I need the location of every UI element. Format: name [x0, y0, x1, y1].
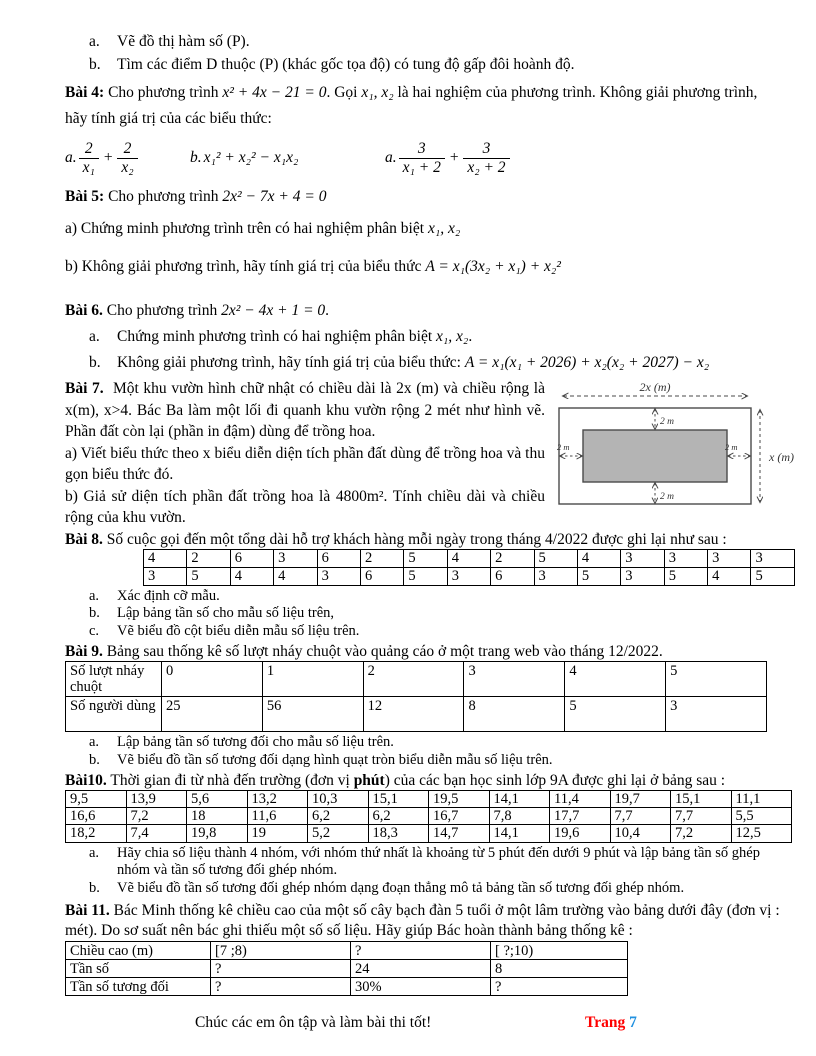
table-cell: 5: [577, 567, 620, 585]
garden-diagram: [553, 382, 795, 512]
exercise-item: [65, 588, 795, 606]
table-cell: 10,4: [610, 825, 671, 842]
item-text: Lập bảng tần số tương đối cho mẫu số liệu trên.: [117, 734, 394, 750]
exercise-10: [65, 772, 795, 897]
item-text: Chứng minh phương trình trên có hai nghiệm phân biệt: [80, 220, 425, 237]
table-row: [66, 662, 767, 697]
page-number-label: Trang: [585, 1014, 626, 1031]
table-cell: 6: [230, 549, 273, 567]
item-text: .: [468, 328, 473, 345]
heading-text: Cho phương trình: [108, 84, 219, 101]
expression: [385, 140, 510, 177]
exercise-heading: [65, 901, 795, 941]
exercise-heading: [65, 184, 795, 210]
item-marker: a.: [89, 33, 100, 50]
table-cell: 2: [491, 549, 534, 567]
table-cell: 3: [664, 549, 707, 567]
table-cell: 7,7: [671, 808, 732, 825]
table-cell: 18: [187, 808, 248, 825]
table-cell: 5,2: [308, 825, 369, 842]
item-text: Vẽ biểu đồ cột biểu diễn mẫu số liệu trên.: [117, 622, 360, 639]
equation: x² + 4x − 21 = 0: [222, 84, 327, 101]
table-cell: 5: [404, 567, 447, 585]
table-cell: [ ?;10): [491, 942, 628, 960]
table-cell: 6,2: [368, 808, 429, 825]
item-text: Hãy chia số liệu thành 4 nhóm, với nhóm thứ nhất là khoảng từ 5 phút đến dưới 9 phút và lập bảng tần số ghép nhóm và tần số tương đối ghép nhóm.: [117, 844, 760, 879]
item-text: Vẽ biểu đồ tần số tương đối ghép nhóm dạng đoạn thẳng mô tả bảng tần số tương đối ghép nhóm.: [117, 879, 685, 896]
item-marker: b.: [190, 149, 202, 166]
exercise-label: Bài 5:: [65, 188, 105, 205]
table-cell: Số người dùng: [66, 697, 162, 732]
heading-text: . Gọi: [326, 84, 358, 101]
length-label: 2x (m): [639, 382, 671, 394]
table-cell: 7,8: [489, 808, 550, 825]
table-cell: 19,7: [610, 791, 671, 808]
item-marker: b.: [89, 56, 101, 73]
table-cell: 8: [464, 697, 565, 732]
table-cell: 15,1: [368, 791, 429, 808]
table-cell: 3: [464, 662, 565, 697]
denominator: x₁: [82, 158, 95, 176]
tree-height-table: [65, 941, 628, 996]
item-marker: b): [65, 258, 78, 275]
table-cell: 2: [187, 549, 230, 567]
table-cell: 14,1: [489, 825, 550, 842]
fraction: [463, 140, 509, 177]
exercise-item: [65, 752, 795, 770]
table-cell: 11,6: [247, 808, 308, 825]
table-cell: 4: [144, 549, 187, 567]
table-cell: 5,6: [187, 791, 248, 808]
table-cell: 14,1: [489, 791, 550, 808]
paragraph-text: Một khu vườn hình chữ nhật có chiều dài là 2x (m) và chiều rộng là x(m), x>4. Bác Ba làm một lối đi quanh khu vườn rộng 2 mét như hình vẽ. Phần đất còn lại (phần in đậm) dùng để trồng hoa.: [65, 380, 545, 440]
fraction: [399, 140, 445, 177]
table-cell: Tần số: [66, 960, 211, 978]
table-cell: 9,5: [66, 791, 127, 808]
flower-area-rectangle: [583, 430, 727, 482]
item-marker: c.: [89, 622, 100, 639]
exercise-7: [65, 378, 795, 529]
table-cell: 10,3: [308, 791, 369, 808]
left-margin-label: 2 m: [557, 442, 570, 452]
equation: x₁, x₂: [427, 220, 461, 237]
table-cell: 14,7: [429, 825, 490, 842]
clicks-table: [65, 661, 767, 732]
table-row: [66, 942, 628, 960]
table-row: [66, 697, 767, 732]
table-cell: 11,4: [550, 791, 611, 808]
table-cell: 4: [577, 549, 620, 567]
item-text: Tìm các điểm D thuộc (P) (khác gốc tọa độ) có tung độ gấp đôi hoành độ.: [117, 56, 575, 73]
table-cell: 4: [447, 549, 490, 567]
table-cell: 4: [230, 567, 273, 585]
exercise-label: Bài10.: [65, 772, 107, 789]
table-cell: 19,6: [550, 825, 611, 842]
table-row: [144, 567, 795, 585]
item-marker: a.: [89, 587, 100, 604]
table-cell: 5: [187, 567, 230, 585]
garden-figure: [553, 382, 795, 529]
table-cell: 19,5: [429, 791, 490, 808]
table-cell: 5: [534, 549, 577, 567]
table-cell: Số lượt nháy chuột: [66, 662, 162, 697]
item-text: [117, 350, 709, 376]
exercise-heading: [65, 772, 795, 790]
denominator: x₂: [121, 158, 134, 176]
equation: x₁² + x₂² − x₁x₂: [203, 149, 299, 166]
table-cell: 13,9: [126, 791, 187, 808]
table-cell: 2: [363, 662, 464, 697]
item-text: Vẽ đồ thị hàm số (P).: [117, 33, 250, 50]
expression: [190, 149, 385, 167]
table-cell: 3: [534, 567, 577, 585]
item-text: Không giải phương trình, hãy tính giá trị của biểu thức: [81, 258, 422, 275]
table-cell: 3: [621, 567, 664, 585]
exercise-6: [65, 298, 795, 376]
heading-text: hãy tính giá trị của các biểu thức:: [65, 110, 272, 127]
heading-text: Số cuộc gọi đến một tổng dài hỗ trợ khách hàng mỗi ngày trong tháng 4/2022 được ghi lại như sau :: [106, 530, 727, 548]
item-marker: a): [65, 220, 78, 237]
exercise-label: Bài 6.: [65, 302, 103, 319]
table-cell: 6,2: [308, 808, 369, 825]
table-cell: 18,2: [66, 825, 127, 842]
exercise-heading: [65, 531, 795, 549]
numerator: 3: [463, 140, 509, 159]
exercise-item: [65, 324, 795, 350]
table-cell: 5: [404, 549, 447, 567]
exercise-item: [65, 350, 795, 376]
table-cell: 5: [666, 662, 767, 697]
item-text: Xác định cỡ mẫu.: [117, 587, 220, 604]
exercise-4: [65, 80, 795, 184]
operator: +: [448, 149, 460, 166]
right-margin-label: 2 m: [725, 442, 738, 452]
item-marker: a.: [89, 844, 100, 861]
table-cell: Tần số tương đối: [66, 978, 211, 996]
table-cell: 5: [751, 567, 795, 585]
exercise-paragraph: [65, 378, 545, 443]
table-cell: 8: [491, 960, 628, 978]
exercise-item: [65, 216, 795, 242]
item-marker: b.: [89, 354, 101, 371]
exercise-item: [65, 734, 795, 752]
table-cell: 12: [363, 697, 464, 732]
heading-text: Bảng sau thống kê số lượt nháy chuột vào quảng cáo ở một trang web vào tháng 12/2022.: [106, 643, 663, 660]
table-cell: 3: [447, 567, 490, 585]
exercise-7-text: [65, 378, 545, 529]
table-cell: 6: [317, 549, 360, 567]
table-cell: 30%: [351, 978, 491, 996]
heading-text: Cho phương trình: [106, 302, 218, 319]
exercise-5: [65, 184, 795, 280]
exercise-heading: [65, 80, 795, 106]
item-marker: b.: [89, 751, 100, 768]
heading-text: ) của các bạn học sinh lớp 9A được ghi lại ở bảng sau :: [384, 772, 726, 789]
table-row: [66, 960, 628, 978]
table-cell: 3: [274, 549, 317, 567]
table-cell: 18,3: [368, 825, 429, 842]
heading-text: Thời gian đi từ nhà đến trường (đơn vị: [110, 772, 350, 789]
numerator: 2: [117, 140, 137, 159]
item-text: [117, 324, 472, 350]
table-row: [66, 978, 628, 996]
table-cell: 6: [491, 567, 534, 585]
numerator: 2: [79, 140, 99, 159]
table-cell: 7,2: [126, 808, 187, 825]
exercise-11: [65, 901, 795, 996]
footer-message: Chúc các em ôn tập và làm bài thi tốt!: [195, 1014, 432, 1031]
exercise-item: [65, 605, 795, 623]
table-cell: 2: [360, 549, 403, 567]
item-marker: a.: [65, 149, 77, 166]
table-cell: 13,2: [247, 791, 308, 808]
exercise-item: [65, 880, 795, 898]
table-cell: 7,2: [671, 825, 732, 842]
table-cell: 16,7: [429, 808, 490, 825]
numerator: 3: [399, 140, 445, 159]
table-cell: 3: [666, 697, 767, 732]
equation: 2x² − 4x + 1 = 0: [221, 302, 326, 319]
exercise-item: [65, 254, 795, 280]
table-cell: 6: [360, 567, 403, 585]
table-cell: [7 ;8): [211, 942, 351, 960]
exercise-item: b) Giả sử diện tích phần đất trồng hoa là 4800m². Tính chiều dài và chiều rộng của khu vườn.: [65, 487, 545, 526]
table-cell: 3: [317, 567, 360, 585]
item-marker: a.: [89, 328, 100, 345]
item-text: Lập bảng tần số cho mẫu số liệu trên,: [117, 605, 335, 621]
equation: 2x² − 7x + 4 = 0: [222, 188, 327, 205]
page-number: [585, 1014, 637, 1032]
table-cell: 56: [262, 697, 363, 732]
table-row: [66, 825, 792, 842]
exercise-9: [65, 643, 795, 769]
table-cell: ?: [491, 978, 628, 996]
table-row: [66, 808, 792, 825]
table-cell: 4: [274, 567, 317, 585]
heading-text: Cho phương trình: [108, 188, 219, 205]
table-cell: 19,8: [187, 825, 248, 842]
exercise-item: a) Viết biểu thức theo x biểu diễn diện tích phần đất dùng để trồng hoa và thu gọn biểu thức đó.: [65, 444, 545, 483]
item-marker: b.: [89, 879, 100, 896]
heading-text: là hai nghiệm của phương trình. Không giải phương trình,: [397, 84, 758, 101]
top-margin-label: 2 m: [660, 417, 674, 427]
equation: A = x₁(3x₂ + x₁) + x₂²: [425, 258, 561, 275]
exercise-item: [65, 845, 795, 880]
table-cell: 4: [565, 662, 666, 697]
expression: [65, 140, 190, 177]
exercise-label: Bài 9.: [65, 643, 103, 660]
exercise-heading: [65, 643, 795, 661]
exercise-label: Bài 11.: [65, 902, 110, 920]
table-cell: Chiều cao (m): [66, 942, 211, 960]
item-marker: b.: [89, 605, 100, 621]
exercise-label: Bài 8.: [65, 530, 103, 548]
table-cell: 3: [751, 549, 795, 567]
table-cell: 4: [708, 567, 751, 585]
table-cell: 12,5: [731, 825, 792, 842]
table-cell: ?: [211, 960, 351, 978]
width-label: x (m): [769, 450, 794, 464]
item-text: Vẽ biểu đồ tần số tương đối dạng hình quạt tròn biểu diễn mẫu số liệu trên.: [117, 751, 553, 768]
table-cell: 5: [664, 567, 707, 585]
table-row: [66, 791, 792, 808]
table-cell: ?: [211, 978, 351, 996]
heading-text-bold: phút: [353, 772, 385, 789]
table-cell: 17,7: [550, 808, 611, 825]
exercise-heading: [65, 298, 795, 324]
table-cell: 5,5: [731, 808, 792, 825]
table-cell: 3: [621, 549, 664, 567]
item-marker: a.: [89, 734, 100, 750]
table-cell: 0: [162, 662, 263, 697]
bottom-margin-label: 2 m: [660, 492, 674, 502]
table-cell: 16,6: [66, 808, 127, 825]
equation: x₁, x₂: [361, 84, 394, 101]
travel-times-table: [65, 790, 792, 843]
item-text: Không giải phương trình, hãy tính giá trị của biểu thức:: [117, 354, 461, 371]
page-footer: [0, 1014, 816, 1038]
denominator: x₂ + 2: [467, 158, 506, 176]
table-cell: 3: [144, 567, 187, 585]
item-text: Chứng minh phương trình có hai nghiệm phân biệt: [117, 328, 433, 345]
heading-text: Bác Minh thống kê chiều cao của một số cây bạch đàn 5 tuổi ở một lâm trường vào bảng dưới đây (đơn vị : mét). Do sơ suất nên bác ghi thiếu một số số liệu. Hãy giúp Bác hoàn thành bảng thống kê :: [65, 902, 780, 940]
call-counts-table: [143, 549, 795, 586]
item-marker: a.: [385, 149, 397, 166]
heading-text: .: [325, 302, 330, 319]
page-number-value: 7: [629, 1014, 637, 1031]
exercise-item: [65, 623, 795, 641]
table-cell: 25: [162, 697, 263, 732]
table-cell: 19: [247, 825, 308, 842]
equation: x₁, x₂: [436, 328, 469, 345]
denominator: x₁ + 2: [402, 158, 441, 176]
table-cell: 5: [565, 697, 666, 732]
exercise-label: Bài 7.: [65, 380, 104, 397]
table-cell: 3: [708, 549, 751, 567]
list-item: [65, 53, 795, 76]
fraction: [79, 140, 99, 177]
operator: +: [102, 149, 114, 166]
expression-row: [65, 132, 795, 184]
exercise-label: Bài 4:: [65, 84, 105, 101]
fraction: [117, 140, 137, 177]
table-cell: 1: [262, 662, 363, 697]
table-row: [144, 549, 795, 567]
table-cell: 7,7: [610, 808, 671, 825]
table-cell: ?: [351, 942, 491, 960]
list-item: [65, 30, 795, 53]
table-cell: 24: [351, 960, 491, 978]
equation: A = x₁(x₁ + 2026) + x₂(x₂ + 2027) − x₂: [464, 354, 710, 371]
table-cell: 15,1: [671, 791, 732, 808]
table-cell: 7,4: [126, 825, 187, 842]
intro-list: [65, 30, 795, 76]
table-cell: 11,1: [731, 791, 792, 808]
exercise-8: [65, 531, 795, 641]
